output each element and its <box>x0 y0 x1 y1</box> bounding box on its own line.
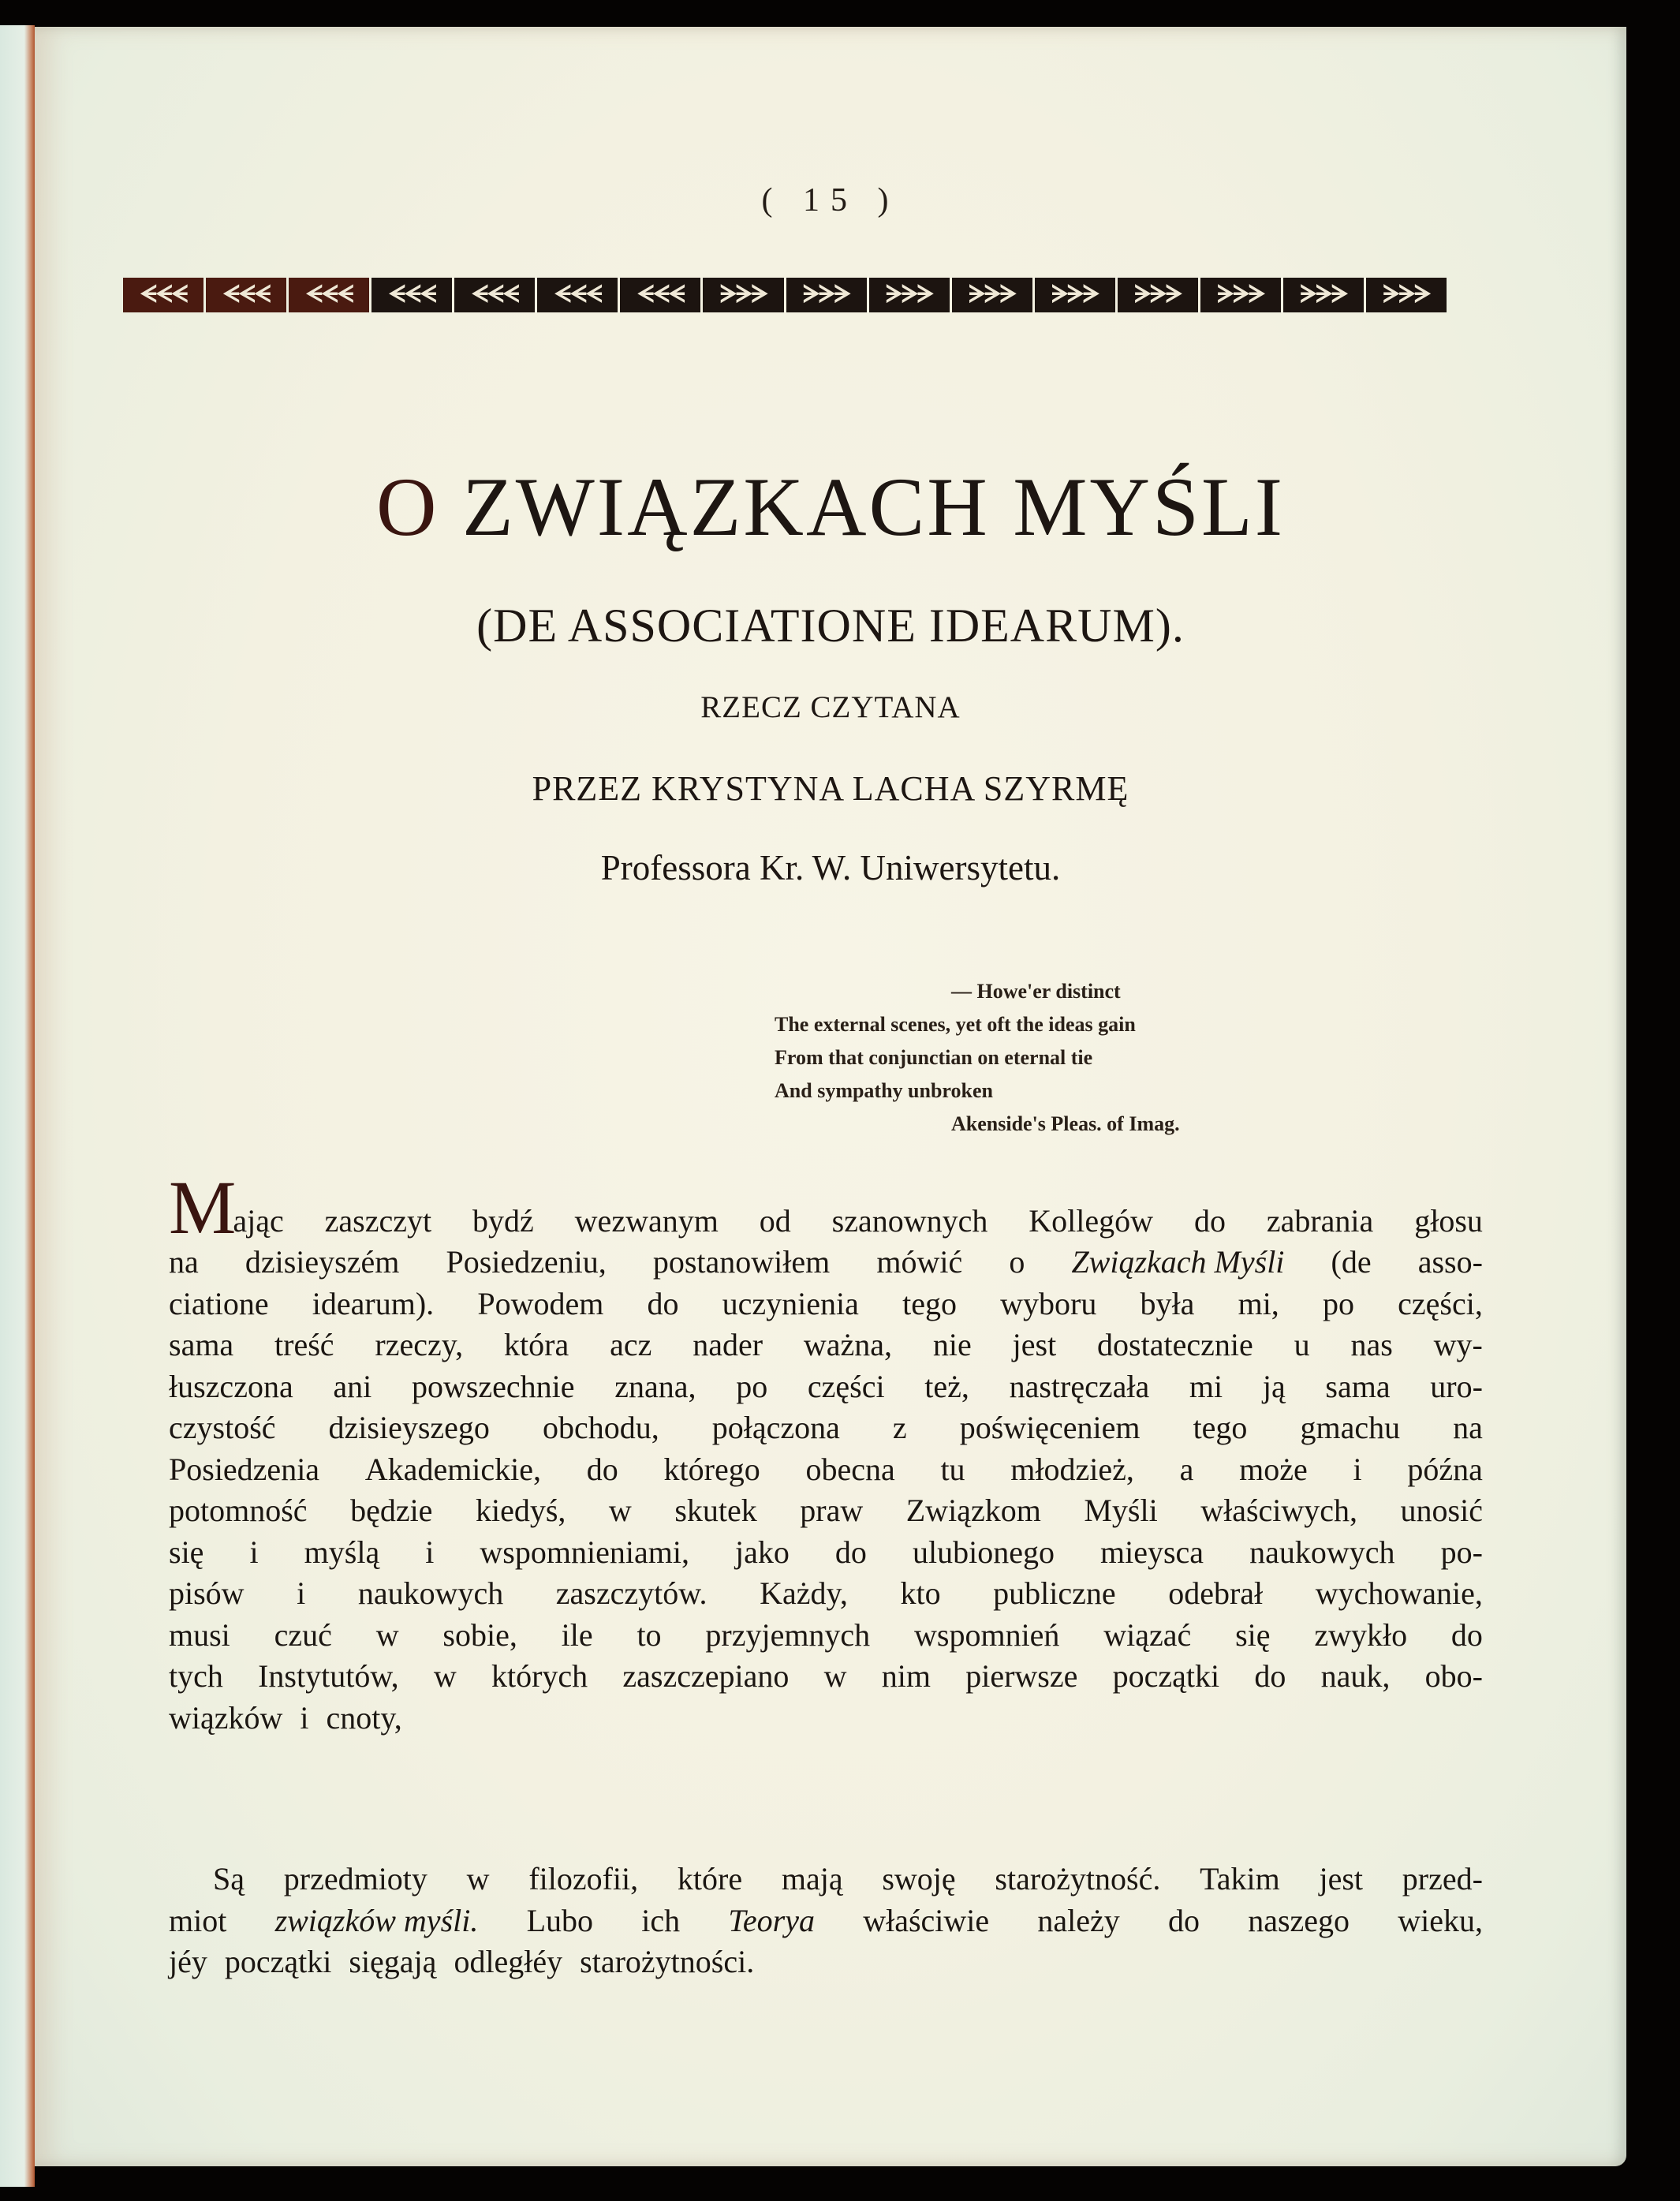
text-line <box>169 1242 1483 1284</box>
author-line: PRZEZ KRYSTYNA LACHA SZYRMĘ <box>532 769 1129 808</box>
word: nim <box>881 1658 931 1694</box>
word: Lubo <box>526 1902 594 1938</box>
word: i <box>300 1699 309 1736</box>
ornament-segment: ᗒᗒᗒ <box>1035 278 1115 312</box>
word: o <box>1009 1244 1025 1280</box>
adjacent-page-edge <box>0 25 35 2187</box>
word: która <box>504 1327 569 1362</box>
professor-line: Professora Kr. W. Uniwersytetu. <box>600 848 1061 888</box>
title-word-o: O <box>375 461 439 553</box>
word: była <box>1140 1285 1195 1321</box>
word: naukowych <box>1249 1534 1395 1570</box>
text-line <box>169 1900 1483 1942</box>
word: jest <box>1012 1327 1057 1362</box>
paragraph-2 <box>169 1859 1483 1983</box>
word: tego <box>1193 1410 1248 1445</box>
ornament-segment: ᗒᗒᗒ <box>703 278 783 312</box>
word: i <box>425 1534 435 1570</box>
word: naszego <box>1248 1902 1350 1938</box>
word: Są <box>213 1861 245 1896</box>
word: treść <box>274 1327 334 1362</box>
ornament-segment: ᗕᗕᗕ <box>206 278 286 312</box>
word: może <box>1239 1451 1308 1487</box>
word: po <box>1322 1285 1354 1321</box>
word: wyboru <box>1000 1285 1097 1321</box>
word: miot <box>169 1902 227 1938</box>
text-line <box>169 1615 1483 1657</box>
epigraph-line: The external scenes, yet oft the ideas gain <box>775 1013 1136 1036</box>
text-line <box>169 1532 1483 1574</box>
title-main: ZWIĄZKACH MYŚLI <box>462 461 1286 553</box>
word: do <box>1254 1658 1286 1694</box>
word: których <box>491 1658 588 1694</box>
word: jéy <box>169 1944 207 1979</box>
word: praw <box>800 1493 864 1528</box>
word: zaszczepiano <box>622 1658 790 1694</box>
word: które <box>677 1861 743 1896</box>
word: nader <box>693 1327 763 1362</box>
word: przedmioty <box>283 1861 427 1896</box>
word: należy <box>1037 1902 1120 1938</box>
ornament-segment: ᗒᗒᗒ <box>1118 278 1198 312</box>
word: w <box>433 1658 457 1694</box>
word: ją <box>1262 1368 1286 1404</box>
word: a <box>1179 1451 1194 1487</box>
word: nas <box>1350 1327 1393 1362</box>
word: części, <box>1398 1285 1483 1321</box>
word: po <box>736 1368 768 1404</box>
word: się <box>169 1534 204 1570</box>
epigraph-line: From that conjunctian on eternal tie <box>775 1046 1093 1069</box>
word: przyjemnych <box>705 1616 871 1653</box>
word: filozofii, <box>528 1861 639 1896</box>
word: Takim <box>1200 1861 1280 1896</box>
word: ile <box>561 1616 593 1653</box>
word: późna <box>1407 1451 1483 1487</box>
word: po- <box>1440 1534 1483 1570</box>
word: wezwanym <box>574 1202 719 1239</box>
ornament-segment: ᗕᗕᗕ <box>371 278 452 312</box>
word: obo- <box>1424 1658 1483 1694</box>
word: Związkom <box>905 1493 1041 1528</box>
word: do <box>586 1451 618 1487</box>
word: idearum). <box>312 1285 435 1321</box>
word: poświęceniem <box>959 1410 1141 1445</box>
word: nauk, <box>1320 1658 1391 1694</box>
ornament-segment: ᗒᗒᗒ <box>869 278 950 312</box>
word: uro- <box>1430 1368 1483 1404</box>
word: mi <box>1189 1368 1223 1404</box>
word: ważna, <box>803 1327 893 1362</box>
word: wiązać <box>1103 1616 1192 1653</box>
word: mówić <box>876 1244 963 1280</box>
word: tych <box>169 1658 223 1694</box>
word: właściwych, <box>1200 1493 1358 1528</box>
word: starożytność. <box>995 1861 1161 1896</box>
text-line <box>169 1941 1483 1983</box>
latin-subtitle: (DE ASSOCIATIONE IDEARUM). <box>476 600 1185 652</box>
decorative-ornament-band <box>123 278 1447 312</box>
ornament-segment: ᗕᗕᗕ <box>289 278 369 312</box>
word: Instytutów, <box>258 1658 399 1694</box>
word: naukowych <box>357 1575 504 1611</box>
word: tu <box>940 1451 965 1487</box>
word: Posiedzeniu, <box>446 1244 607 1280</box>
word: do <box>647 1285 679 1321</box>
read-line: RZECZ CZYTANA <box>700 690 961 724</box>
word: młodzież, <box>1010 1451 1134 1487</box>
word: publiczne <box>993 1575 1116 1611</box>
word: w <box>466 1861 490 1896</box>
text-line <box>169 1490 1483 1532</box>
word: początki <box>1112 1658 1220 1694</box>
paragraph-1 <box>169 1164 1483 1739</box>
text-line <box>169 1656 1483 1698</box>
drop-cap: M <box>169 1164 237 1250</box>
word: swoję <box>882 1861 956 1896</box>
word: wychowanie, <box>1315 1575 1483 1611</box>
word: uczynienia <box>722 1285 859 1321</box>
word: ciatione <box>169 1285 269 1321</box>
word: połączona <box>711 1410 840 1445</box>
word: obecna <box>805 1451 895 1487</box>
word: dzisieyszego <box>328 1410 490 1445</box>
word <box>728 1900 815 1942</box>
ornament-segment: ᗕᗕᗕ <box>454 278 535 312</box>
word: pierwsze <box>965 1658 1078 1694</box>
word: początki <box>224 1944 332 1979</box>
text-line <box>169 1449 1483 1491</box>
word: (de <box>1331 1244 1372 1280</box>
word: acz <box>610 1327 652 1362</box>
word: przed- <box>1402 1861 1483 1896</box>
word: Posiedzenia <box>169 1451 320 1487</box>
word: pisów <box>169 1575 245 1611</box>
word: skutek <box>674 1493 757 1528</box>
text-line <box>169 1164 1483 1250</box>
word: odległéy <box>454 1944 563 1979</box>
word: wieku, <box>1398 1902 1483 1938</box>
text-line <box>169 1573 1483 1615</box>
word: Każdy, <box>760 1575 848 1611</box>
word: łuszczona <box>169 1368 293 1404</box>
word: czuć <box>274 1616 332 1653</box>
text-line <box>169 1325 1483 1366</box>
word: bydź <box>472 1202 534 1239</box>
word: ulubionego <box>912 1534 1055 1570</box>
word: unosić <box>1400 1493 1483 1528</box>
word: kto <box>900 1575 941 1611</box>
word: na <box>1453 1410 1483 1445</box>
word: gmachu <box>1300 1410 1401 1445</box>
word: zabrania <box>1266 1202 1374 1239</box>
ornament-segment: ᗒᗒᗒ <box>786 278 867 312</box>
word: którego <box>663 1451 760 1487</box>
ornament-segment: ᗒᗒᗒ <box>1366 278 1447 312</box>
word: wspomnieniami, <box>480 1534 689 1570</box>
word: ani <box>333 1368 372 1404</box>
word: kiedyś, <box>475 1493 566 1528</box>
word: wiązków <box>169 1699 283 1736</box>
word: to <box>637 1616 662 1653</box>
word: się <box>1235 1616 1271 1653</box>
word: powszechnie <box>411 1368 575 1404</box>
word: do <box>834 1534 867 1570</box>
word: odebrał <box>1168 1575 1264 1611</box>
word: postanowiłem <box>652 1244 831 1280</box>
word: mi, <box>1238 1285 1279 1321</box>
word: do <box>1193 1202 1226 1239</box>
word: sama <box>1325 1368 1391 1404</box>
word: jako <box>735 1534 790 1570</box>
page-title <box>35 459 1626 555</box>
word: w <box>608 1493 632 1528</box>
word: do <box>1450 1616 1483 1653</box>
word: właściwie <box>863 1902 990 1938</box>
word: wy- <box>1433 1327 1483 1362</box>
ornament-segment: ᗕᗕᗕ <box>537 278 618 312</box>
text-line <box>169 1284 1483 1325</box>
epigraph-line: — Howe'er distinct <box>951 980 1121 1003</box>
word <box>275 1900 479 1942</box>
word: tego <box>902 1285 957 1321</box>
word: Akademickie, <box>364 1451 542 1487</box>
word: wspomnień <box>914 1616 1060 1653</box>
word: będzie <box>350 1493 433 1528</box>
word: i <box>249 1534 259 1570</box>
word: jest <box>1319 1861 1364 1896</box>
word: musi <box>169 1616 230 1653</box>
word <box>1071 1242 1284 1284</box>
italic-phrase: Związkach Myśli <box>1071 1244 1285 1280</box>
word: zaszczytów. <box>555 1575 707 1611</box>
word: Myśli <box>1084 1493 1158 1528</box>
word: głosu <box>1414 1202 1483 1239</box>
ornament-segment: ᗕᗕᗕ <box>620 278 700 312</box>
word: zwykło <box>1314 1616 1408 1653</box>
word: cnoty, <box>326 1699 402 1736</box>
word: starożytności. <box>580 1944 755 1979</box>
word: do <box>1167 1902 1200 1938</box>
word: dostatecznie <box>1097 1327 1253 1362</box>
word: Kollegów <box>1029 1202 1154 1239</box>
word: mają <box>781 1861 843 1896</box>
word: i <box>297 1575 306 1611</box>
word: zaszczyt <box>324 1202 432 1239</box>
word: z <box>892 1410 907 1445</box>
word: sama <box>169 1327 234 1362</box>
word: Powodem <box>477 1285 604 1321</box>
word: obchodu, <box>542 1410 659 1445</box>
word: rzeczy, <box>375 1327 464 1362</box>
word: w <box>375 1616 399 1653</box>
word: czystość <box>169 1410 276 1445</box>
word: myślą <box>304 1534 380 1570</box>
italic-phrase: Teorya <box>728 1902 815 1938</box>
word: mieysca <box>1100 1534 1204 1570</box>
italic-phrase: związków myśli. <box>274 1902 479 1938</box>
word: ich <box>641 1902 681 1938</box>
epigraph-line: And sympathy unbroken <box>775 1079 993 1102</box>
book-page <box>35 27 1626 2166</box>
word: potomność <box>169 1493 308 1528</box>
word: dzisieyszém <box>245 1244 400 1280</box>
word: i <box>1353 1451 1362 1487</box>
page-number: ( 15 ) <box>761 182 900 219</box>
word: asso- <box>1417 1244 1483 1280</box>
ornament-segment: ᗒᗒᗒ <box>1283 278 1364 312</box>
epigraph <box>775 975 1342 1141</box>
word: w <box>823 1658 847 1694</box>
word: od <box>759 1202 791 1239</box>
ornament-segment: ᗕᗕᗕ <box>123 278 203 312</box>
text-line <box>169 1366 1483 1408</box>
word: znana, <box>614 1368 696 1404</box>
word: sobie, <box>442 1616 517 1653</box>
text-line <box>169 1859 1483 1900</box>
word: szanownych <box>831 1202 988 1239</box>
word: nastręczała <box>1009 1368 1150 1404</box>
word: sięgają <box>349 1944 437 1979</box>
word: też, <box>924 1368 969 1404</box>
word: części <box>807 1368 885 1404</box>
ornament-segment: ᗒᗒᗒ <box>1200 278 1281 312</box>
ornament-segment: ᗒᗒᗒ <box>952 278 1032 312</box>
text-line <box>169 1698 1483 1740</box>
epigraph-source: Akenside's Pleas. of Imag. <box>951 1112 1180 1135</box>
word: u <box>1294 1327 1310 1362</box>
word: nie <box>932 1327 972 1362</box>
text-line <box>169 1407 1483 1449</box>
word: Mając <box>169 1164 284 1250</box>
word: na <box>169 1244 199 1280</box>
